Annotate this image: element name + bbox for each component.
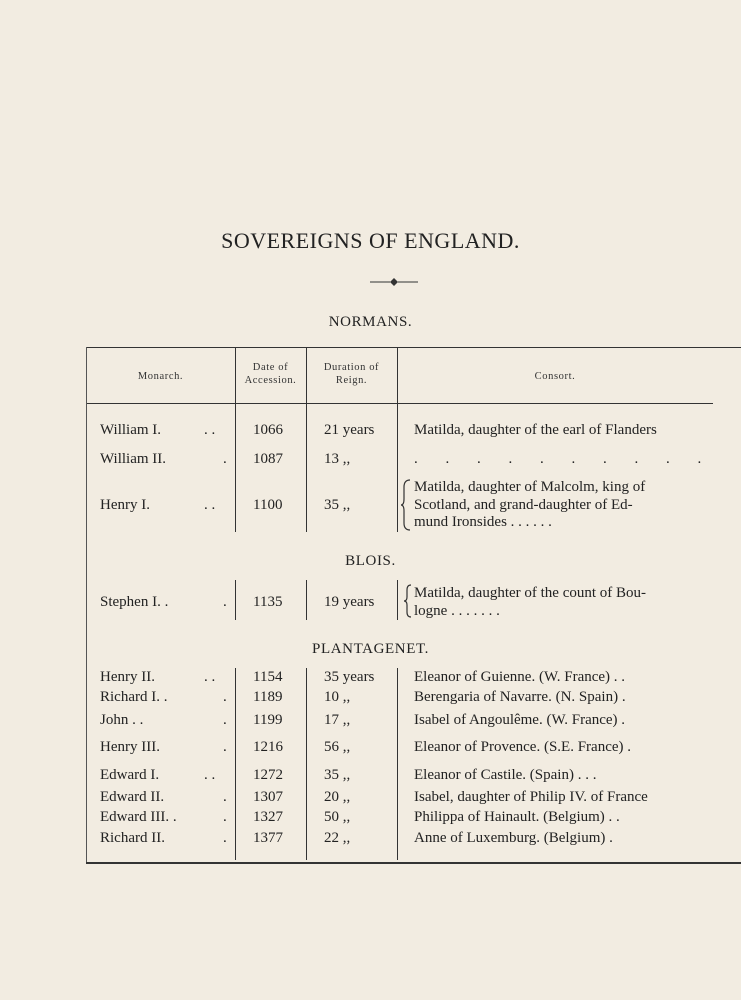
header-date-line1: Date of <box>252 362 289 373</box>
consort-line: Matilda, daughter of Malcolm, king of <box>414 479 646 495</box>
duration-cell: 22 ,, <box>324 830 351 846</box>
header-duration-line1: Duration of <box>323 362 380 373</box>
consort-cell: Matilda, daughter of the earl of Flanders <box>414 422 657 438</box>
monarch-cell: Henry II. <box>100 669 155 685</box>
col-rule-3b <box>306 580 307 620</box>
duration-cell: 56 ,, <box>324 739 351 755</box>
year-cell: 1135 <box>253 594 283 610</box>
year-cell: 1377 <box>253 830 283 846</box>
consort-cell: Anne of Luxemburg. (Belgium) . <box>414 830 613 846</box>
year-cell: 1199 <box>253 712 283 728</box>
col-rule-4c <box>397 668 398 860</box>
year-cell: 1307 <box>253 789 283 805</box>
monarch-cell: William II. <box>100 451 167 467</box>
year-cell: 1100 <box>253 497 283 513</box>
consort-line: Scotland, and grand-daughter of Ed- <box>414 497 633 513</box>
consort-cell: Eleanor of Castile. (Spain) . . . <box>414 767 597 783</box>
duration-cell: 21 years <box>324 422 375 438</box>
leader-dots: . . <box>204 422 216 438</box>
col-rule-2b <box>235 580 236 620</box>
monarch-cell: John . . <box>100 712 144 728</box>
monarch-cell: Edward II. <box>100 789 165 805</box>
year-cell: 1154 <box>253 669 283 685</box>
year-cell: 1087 <box>253 451 283 467</box>
duration-cell: 19 years <box>324 594 375 610</box>
section-blois: BLOIS. <box>345 553 396 569</box>
year-cell: 1216 <box>253 739 283 755</box>
duration-cell: 13 ,, <box>324 451 351 467</box>
leader-dots: . <box>223 830 227 846</box>
leader-dots: . <box>223 809 227 825</box>
header-duration <box>306 361 397 387</box>
monarch-cell: Stephen I. . <box>100 594 169 610</box>
monarch-cell: Richard II. <box>100 830 165 846</box>
consort-cell: Berengaria of Navarre. (N. Spain) . <box>414 689 626 705</box>
monarch-cell: Richard I. . <box>100 689 168 705</box>
header-date-line2: Accession. <box>244 375 297 386</box>
leader-dots: . . <box>204 497 216 513</box>
table-bottom-rule <box>86 862 741 864</box>
monarch-cell: Henry I. <box>100 497 150 513</box>
monarch-cell: Edward III. . <box>100 809 177 825</box>
header-monarch: Monarch. <box>137 371 184 382</box>
leader-dots: . <box>223 712 227 728</box>
col-rule-4b <box>397 580 398 620</box>
curly-brace-icon <box>404 584 412 618</box>
leader-dots: . . <box>204 767 216 783</box>
col-rule-2c <box>235 668 236 860</box>
leader-dots: . <box>223 739 227 755</box>
header-date <box>235 361 306 387</box>
curly-brace-icon <box>401 479 411 531</box>
year-cell: 1272 <box>253 767 283 783</box>
section-plantagenet: PLANTAGENET. <box>312 641 429 657</box>
duration-cell: 17 ,, <box>324 712 351 728</box>
ornament-divider <box>370 276 418 288</box>
leader-dots: . <box>223 451 227 467</box>
duration-cell: 50 ,, <box>324 809 351 825</box>
leader-dots: . <box>223 689 227 705</box>
leader-dots: . . <box>204 669 216 685</box>
table-header-rule <box>86 403 713 404</box>
consort-cell: Philippa of Hainault. (Belgium) . . <box>414 809 620 825</box>
monarch-cell: Edward I. <box>100 767 160 783</box>
monarch-cell: Henry III. <box>100 739 160 755</box>
consort-cell: Isabel, daughter of Philip IV. of France <box>414 789 648 805</box>
year-cell: 1327 <box>253 809 283 825</box>
consort-cell: Eleanor of Guienne. (W. France) . . <box>414 669 626 685</box>
consort-cell: Isabel of Angoulême. (W. France) . <box>414 712 626 728</box>
consort-line: Matilda, daughter of the count of Bou- <box>414 585 647 601</box>
consort-cell: Eleanor of Provence. (S.E. France) . <box>414 739 632 755</box>
consort-line: logne . . . . . . . <box>414 603 500 619</box>
year-cell: 1066 <box>253 422 283 438</box>
consort-line: mund Ironsides . . . . . . <box>414 514 552 530</box>
duration-cell: 10 ,, <box>324 689 351 705</box>
leader-dots: . <box>223 789 227 805</box>
duration-cell: 35 ,, <box>324 497 351 513</box>
duration-cell: 35 years <box>324 669 375 685</box>
page-title: SOVEREIGNS OF ENGLAND. <box>221 228 520 253</box>
year-cell: 1189 <box>253 689 283 705</box>
leader-dots: . <box>223 594 227 610</box>
col-rule-1 <box>86 347 87 862</box>
table-top-rule <box>86 347 741 348</box>
consort-cell: . . . . . . . . . . <box>414 451 714 467</box>
duration-cell: 35 ,, <box>324 767 351 783</box>
header-consort: Consort. <box>534 371 576 382</box>
duration-cell: 20 ,, <box>324 789 351 805</box>
section-normans: NORMANS. <box>328 314 413 330</box>
monarch-cell: William I. <box>100 422 162 438</box>
header-duration-line2: Reign. <box>335 375 368 386</box>
col-rule-3c <box>306 668 307 860</box>
